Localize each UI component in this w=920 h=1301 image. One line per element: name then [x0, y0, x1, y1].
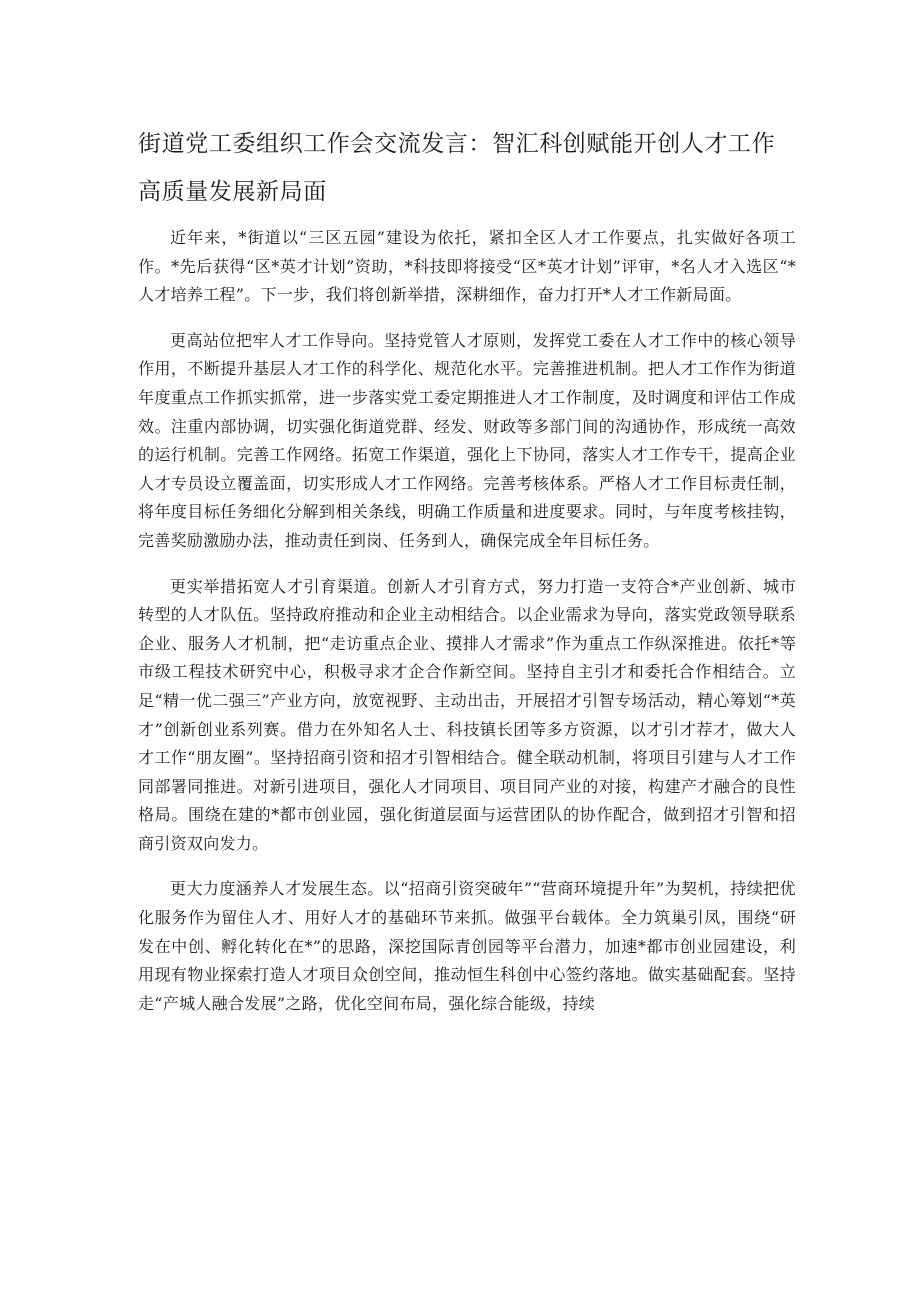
document-page: [138, 120, 796, 1035]
paragraph-talent-orientation: 更高站位把牢人才工作导向。坚持党管人才原则，发挥党工委在人才工作中的核心领导作用，不断提升基层人才工作的科学化、规范化水平。完善推进机制。把人才工作作为街道年度重点工作抓实抓常，进一步落实党工委定期推进人才工作制度，及时调度和评估工作成效。注重内部协调，切实强化街道党群、经发、财政等多部门间的沟通协作，形成统一高效的运行机制。完善工作网络。拓宽工作渠道，强化上下协同，落实人才工作专干，提高企业人才专员设立覆盖面，切实形成人才工作网络。完善考核体系。严格人才工作目标责任制，将年度目标任务细化分解到相关条线，明确工作质量和进度要求。同时，与年度考核挂钩，完善奖励激励办法，推动责任到岗、任务到人，确保完成全年目标任务。: [138, 330, 796, 550]
paragraph-intro: 近年来，*街道以“三区五园”建设为依托，紧扣全区人才工作要点，扎实做好各项工作。*先后获得“区*英才计划”资助，*科技即将接受“区*英才计划”评审，*名人才入选区“*人才培养工程”。下一步，我们将创新举措，深耕细作，奋力打开*人才工作新局面。: [138, 228, 796, 305]
paragraph-talent-channels: 更实举措拓宽人才引育渠道。创新人才引育方式，努力打造一支符合*产业创新、城市转型的人才队伍。坚持政府推动和企业主动相结合。以企业需求为导向，落实党政领导联系企业、服务人才机制，把“走访重点企业、摸排人才需求”作为重点工作纵深推进。依托*等市级工程技术研究中心，积极寻求才企合作新空间。坚持自主引才和委托合作相结合。立足“精一优二强三”产业方向，放宽视野、主动出击，开展招才引智专场活动，精心筹划“*英才”创新创业系列赛。借力在外知名人士、科技镇长团等多方资源，以才引才荐才，做大人才工作“朋友圈”。坚持招商引资和招才引智相结合。健全联动机制，将项目引建与人才工作同部署同推进。对新引进项目，强化人才同项目、项目同产业的对接，构建产才融合的良性格局。围绕在建的*都市创业园，强化街道层面与运营团队的协作配合，做到招才引智和招商引资双向发力。: [138, 576, 796, 853]
document-title: 街道党工委组织工作会交流发言：智汇科创赋能开创人才工作高质量发展新局面: [138, 131, 776, 205]
paragraph-talent-ecosystem: 更大力度涵养人才发展生态。以“招商引资突破年”“营商环境提升年”为契机，持续把优化服务作为留住人才、用好人才的基础环节来抓。做强平台载体。全力筑巢引凤，围绕“研发在中创、孵化转化在*”的思路，深挖国际青创园等平台潜力，加速*都市创业园建设，利用现有物业探索打造人才项目众创空间，推动恒生科创中心签约落地。做实基础配套。坚持走“产城人融合发展”之路，优化空间布局，强化综合能级，持续: [138, 879, 796, 1013]
